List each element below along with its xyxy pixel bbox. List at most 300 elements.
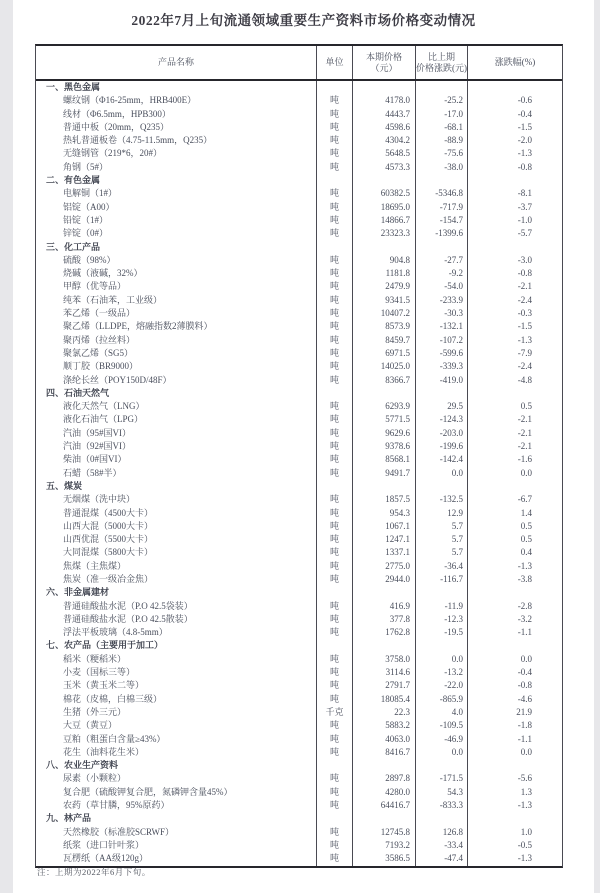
pct-cell xyxy=(468,241,562,254)
item-row xyxy=(36,108,562,121)
price-cell: 1067.1 xyxy=(353,520,416,533)
product-name-cell: 山西优混（5500大卡） xyxy=(36,533,317,546)
item-row xyxy=(36,201,562,214)
item-row xyxy=(36,706,562,719)
unit-cell: 吨 xyxy=(317,626,353,639)
pct-cell: -1.5 xyxy=(517,321,532,332)
item-row xyxy=(36,307,562,320)
change-cell: 29.5 xyxy=(416,400,468,413)
item-row xyxy=(36,187,562,200)
product-name-cell: 铝锭（A00） xyxy=(36,201,317,214)
item-row xyxy=(36,374,562,387)
change-cell: -833.3 xyxy=(416,799,468,812)
page-title: 2022年7月上旬流通领域重要生产资料市场价格变动情况 xyxy=(131,13,476,28)
product-name-cell: 烧碱（液碱，32%） xyxy=(36,267,317,280)
item-row xyxy=(36,121,562,134)
unit-cell: 吨 xyxy=(317,653,353,666)
product-name-cell: 浮法平板玻璃（4.8-5mm） xyxy=(36,626,317,639)
pct-cell: 0.0 xyxy=(520,467,532,478)
unit-cell: 吨 xyxy=(317,573,353,586)
header-change-percent: 涨跌幅(%) xyxy=(494,57,536,67)
unit-cell: 吨 xyxy=(317,799,353,812)
item-row xyxy=(36,214,562,227)
product-name-cell: 涤纶长丝（POY150D/48F） xyxy=(36,374,317,387)
change-cell: -233.9 xyxy=(416,294,468,307)
table-body xyxy=(36,81,562,866)
price-cell: 18085.4 xyxy=(353,693,416,706)
change-cell: -30.3 xyxy=(416,307,468,320)
unit-cell: 吨 xyxy=(317,533,353,546)
item-row xyxy=(36,227,562,240)
price-cell: 1337.1 xyxy=(353,546,416,559)
item-row xyxy=(36,546,562,559)
price-cell: 4443.7 xyxy=(353,108,416,121)
pct-cell: -2.4 xyxy=(517,361,532,372)
pct-cell xyxy=(468,812,562,825)
price-cell: 954.3 xyxy=(353,507,416,520)
price-cell: 2944.0 xyxy=(353,573,416,586)
change-cell: 12.9 xyxy=(416,507,468,520)
product-name-cell: 普通硅酸盐水泥（P.O 42.5散装） xyxy=(36,613,317,626)
price-cell xyxy=(353,174,416,187)
footnote: 注：上期为2022年6月下旬。 xyxy=(37,867,151,877)
section-name-cell: 二、有色金属 xyxy=(36,174,317,187)
unit-cell: 吨 xyxy=(317,360,353,373)
price-cell: 4598.6 xyxy=(353,121,416,134)
product-name-cell: 汽油（92#国VI） xyxy=(36,440,317,453)
price-cell: 12745.8 xyxy=(353,826,416,839)
change-cell xyxy=(416,81,468,94)
pct-cell: -1.3 xyxy=(517,334,532,345)
product-name-cell: 大同混煤（5800大卡） xyxy=(36,546,317,559)
item-row xyxy=(36,347,562,360)
pct-cell: -4.8 xyxy=(517,374,532,385)
header-current-price: 本期价格 （元） xyxy=(353,46,416,79)
price-cell xyxy=(353,387,416,400)
unit-cell: 吨 xyxy=(317,227,353,240)
pct-cell: -3.7 xyxy=(517,201,532,212)
product-name-cell: 锌锭（0#） xyxy=(36,227,317,240)
price-cell xyxy=(353,81,416,94)
item-row xyxy=(36,440,562,453)
pct-cell: -3.2 xyxy=(517,613,532,624)
unit-cell: 吨 xyxy=(317,467,353,480)
pct-cell: -2.8 xyxy=(517,600,532,611)
pct-cell xyxy=(468,586,562,599)
product-name-cell: 纯苯（石油苯，工业级） xyxy=(36,294,317,307)
unit-cell: 吨 xyxy=(317,772,353,785)
price-cell: 8459.7 xyxy=(353,334,416,347)
change-cell xyxy=(416,586,468,599)
price-cell: 904.8 xyxy=(353,254,416,267)
item-row xyxy=(36,254,562,267)
change-cell: -33.4 xyxy=(416,839,468,852)
product-name-cell: 普通硅酸盐水泥（P.O 42.5袋装） xyxy=(36,600,317,613)
pct-cell: 0.0 xyxy=(520,653,532,664)
product-name-cell: 铅锭（1#） xyxy=(36,214,317,227)
change-cell: -132.5 xyxy=(416,493,468,506)
item-row xyxy=(36,613,562,626)
change-cell: -12.3 xyxy=(416,613,468,626)
unit-cell: 吨 xyxy=(317,507,353,520)
unit-cell: 吨 xyxy=(317,600,353,613)
section-row xyxy=(36,639,562,652)
product-name-cell: 天然橡胶（标准胶SCRWF） xyxy=(36,826,317,839)
change-cell: -36.4 xyxy=(416,560,468,573)
change-cell: 0.0 xyxy=(416,653,468,666)
unit-cell xyxy=(317,639,353,652)
price-cell: 4573.3 xyxy=(353,161,416,174)
price-cell: 4063.0 xyxy=(353,733,416,746)
pct-cell: -5.6 xyxy=(517,773,532,784)
price-cell: 2479.9 xyxy=(353,280,416,293)
table-header-row xyxy=(36,46,562,81)
change-cell: -132.1 xyxy=(416,320,468,333)
pct-cell xyxy=(468,639,562,652)
unit-cell: 吨 xyxy=(317,121,353,134)
change-cell: -116.7 xyxy=(416,573,468,586)
price-cell: 2897.8 xyxy=(353,772,416,785)
item-row xyxy=(36,493,562,506)
price-cell: 8416.7 xyxy=(353,746,416,759)
unit-cell: 吨 xyxy=(317,733,353,746)
unit-cell: 吨 xyxy=(317,374,353,387)
change-cell: 126.8 xyxy=(416,826,468,839)
pct-cell: -0.3 xyxy=(517,308,532,319)
price-cell: 3586.5 xyxy=(353,852,416,865)
price-cell: 4280.0 xyxy=(353,786,416,799)
change-cell: -9.2 xyxy=(416,267,468,280)
item-row xyxy=(36,666,562,679)
item-row xyxy=(36,134,562,147)
pct-cell: -8.1 xyxy=(517,188,532,199)
unit-cell: 吨 xyxy=(317,294,353,307)
change-cell: -142.4 xyxy=(416,453,468,466)
price-cell: 64416.7 xyxy=(353,799,416,812)
unit-cell: 吨 xyxy=(317,320,353,333)
change-cell xyxy=(416,812,468,825)
change-cell: -865.9 xyxy=(416,693,468,706)
product-name-cell: 稻米（粳稻米） xyxy=(36,653,317,666)
unit-cell: 吨 xyxy=(317,267,353,280)
section-name-cell: 九、林产品 xyxy=(36,812,317,825)
change-cell: -25.2 xyxy=(416,94,468,107)
product-name-cell: 苯乙烯（一级品） xyxy=(36,307,317,320)
section-name-cell: 八、农业生产资料 xyxy=(36,759,317,772)
change-cell: -54.0 xyxy=(416,280,468,293)
pct-cell: -2.1 xyxy=(517,281,532,292)
price-cell: 14025.0 xyxy=(353,360,416,373)
price-cell: 5771.5 xyxy=(353,413,416,426)
pct-cell: -2.1 xyxy=(517,414,532,425)
unit-cell: 吨 xyxy=(317,852,353,865)
change-cell: -46.9 xyxy=(416,733,468,746)
price-cell: 9341.5 xyxy=(353,294,416,307)
page-right-margin xyxy=(594,0,600,893)
change-cell xyxy=(416,241,468,254)
change-cell: -17.0 xyxy=(416,108,468,121)
pct-cell: 0.5 xyxy=(520,534,532,545)
pct-cell xyxy=(468,81,562,94)
product-name-cell: 顺丁胶（BR9000） xyxy=(36,360,317,373)
change-cell: -339.3 xyxy=(416,360,468,373)
price-cell: 10407.2 xyxy=(353,307,416,320)
unit-cell: 吨 xyxy=(317,201,353,214)
product-name-cell: 复合肥（硫酸钾复合肥，氮磷钾含量45%） xyxy=(36,786,317,799)
price-cell: 9491.7 xyxy=(353,467,416,480)
pct-cell: -1.1 xyxy=(517,733,532,744)
item-row xyxy=(36,573,562,586)
item-row xyxy=(36,467,562,480)
change-cell xyxy=(416,174,468,187)
pct-cell: -1.6 xyxy=(517,454,532,465)
product-name-cell: 小麦（国标三等） xyxy=(36,666,317,679)
unit-cell: 吨 xyxy=(317,280,353,293)
product-name-cell: 无烟煤（洗中块） xyxy=(36,493,317,506)
price-cell: 1762.8 xyxy=(353,626,416,639)
product-name-cell: 花生（油料花生米） xyxy=(36,746,317,759)
section-row xyxy=(36,759,562,772)
unit-cell: 吨 xyxy=(317,440,353,453)
item-row xyxy=(36,693,562,706)
change-cell: 0.0 xyxy=(416,467,468,480)
product-name-cell: 聚氯乙烯（SG5） xyxy=(36,347,317,360)
change-cell: -22.0 xyxy=(416,679,468,692)
price-cell: 18695.0 xyxy=(353,201,416,214)
pct-cell: -4.6 xyxy=(517,693,532,704)
unit-cell: 吨 xyxy=(317,453,353,466)
change-cell xyxy=(416,387,468,400)
unit-cell: 吨 xyxy=(317,134,353,147)
pct-cell: 0.4 xyxy=(520,547,532,558)
change-cell: -5346.8 xyxy=(416,187,468,200)
section-row xyxy=(36,241,562,254)
unit-cell: 吨 xyxy=(317,254,353,267)
price-cell: 377.8 xyxy=(353,613,416,626)
product-name-cell: 生猪（外三元） xyxy=(36,706,317,719)
unit-cell: 吨 xyxy=(317,826,353,839)
item-row xyxy=(36,147,562,160)
section-name-cell: 五、煤炭 xyxy=(36,480,317,493)
pct-cell: 21.9 xyxy=(516,706,532,717)
unit-cell: 吨 xyxy=(317,413,353,426)
change-cell: -717.9 xyxy=(416,201,468,214)
price-cell: 416.9 xyxy=(353,600,416,613)
product-name-cell: 玉米（黄玉米二等） xyxy=(36,679,317,692)
unit-cell: 吨 xyxy=(317,839,353,852)
change-cell: 4.0 xyxy=(416,706,468,719)
product-name-cell: 液化天然气（LNG） xyxy=(36,400,317,413)
product-name-cell: 甲醇（优等品） xyxy=(36,280,317,293)
pct-cell xyxy=(468,759,562,772)
unit-cell: 吨 xyxy=(317,746,353,759)
change-cell: -171.5 xyxy=(416,772,468,785)
unit-cell xyxy=(317,174,353,187)
change-cell: -27.7 xyxy=(416,254,468,267)
product-name-cell: 热轧普通板卷（4.75-11.5mm，Q235） xyxy=(36,134,317,147)
product-name-cell: 纸浆（进口针叶浆） xyxy=(36,839,317,852)
product-name-cell: 线材（Φ6.5mm，HPB300） xyxy=(36,108,317,121)
price-cell: 3758.0 xyxy=(353,653,416,666)
product-name-cell: 山西大混（5000大卡） xyxy=(36,520,317,533)
price-cell xyxy=(353,812,416,825)
change-cell xyxy=(416,639,468,652)
unit-cell: 吨 xyxy=(317,546,353,559)
pct-cell: -1.3 xyxy=(517,853,532,864)
unit-cell: 吨 xyxy=(317,679,353,692)
section-name-cell: 一、黑色金属 xyxy=(36,81,317,94)
pct-cell: 0.5 xyxy=(520,520,532,531)
unit-cell: 千克 xyxy=(317,706,353,719)
price-cell: 4304.2 xyxy=(353,134,416,147)
price-cell: 14866.7 xyxy=(353,214,416,227)
page-left-margin xyxy=(0,0,13,893)
price-cell: 9378.6 xyxy=(353,440,416,453)
change-cell: -38.0 xyxy=(416,161,468,174)
item-row xyxy=(36,320,562,333)
price-cell: 6971.5 xyxy=(353,347,416,360)
pct-cell: -2.1 xyxy=(517,441,532,452)
change-cell: -47.4 xyxy=(416,852,468,865)
product-name-cell: 普通混煤（4500大卡） xyxy=(36,507,317,520)
product-name-cell: 电解铜（1#） xyxy=(36,187,317,200)
unit-cell: 吨 xyxy=(317,693,353,706)
unit-cell: 吨 xyxy=(317,147,353,160)
item-row xyxy=(36,413,562,426)
item-row xyxy=(36,533,562,546)
price-cell: 7193.2 xyxy=(353,839,416,852)
pct-cell: -5.7 xyxy=(517,228,532,239)
unit-cell: 吨 xyxy=(317,666,353,679)
price-cell: 6293.9 xyxy=(353,400,416,413)
section-name-cell: 四、石油天然气 xyxy=(36,387,317,400)
price-cell xyxy=(353,241,416,254)
change-cell: 5.7 xyxy=(416,520,468,533)
pct-cell: -3.0 xyxy=(517,254,532,265)
product-name-cell: 瓦楞纸（AA级120g） xyxy=(36,852,317,865)
item-row xyxy=(36,600,562,613)
price-cell: 22.3 xyxy=(353,706,416,719)
product-name-cell: 焦煤（主焦煤） xyxy=(36,560,317,573)
item-row xyxy=(36,94,562,107)
product-name-cell: 聚丙烯（拉丝料） xyxy=(36,334,317,347)
unit-cell: 吨 xyxy=(317,94,353,107)
pct-cell: -2.1 xyxy=(517,427,532,438)
price-cell: 4178.0 xyxy=(353,94,416,107)
item-row xyxy=(36,267,562,280)
change-cell: -109.5 xyxy=(416,719,468,732)
item-row xyxy=(36,719,562,732)
item-row xyxy=(36,839,562,852)
price-cell: 23323.3 xyxy=(353,227,416,240)
price-cell: 8366.7 xyxy=(353,374,416,387)
price-cell: 8568.1 xyxy=(353,453,416,466)
header-unit: 单位 xyxy=(317,46,353,79)
pct-cell: -2.4 xyxy=(517,294,532,305)
unit-cell: 吨 xyxy=(317,161,353,174)
unit-cell: 吨 xyxy=(317,493,353,506)
product-name-cell: 无缝钢管（219*6，20#） xyxy=(36,147,317,160)
change-cell: -199.6 xyxy=(416,440,468,453)
section-name-cell: 三、化工产品 xyxy=(36,241,317,254)
change-cell: -75.6 xyxy=(416,147,468,160)
item-row xyxy=(36,453,562,466)
section-row xyxy=(36,812,562,825)
price-cell xyxy=(353,480,416,493)
change-cell: -203.0 xyxy=(416,427,468,440)
change-cell: 54.3 xyxy=(416,786,468,799)
pct-cell: -2.0 xyxy=(517,135,532,146)
pct-cell: -0.5 xyxy=(517,839,532,850)
change-cell: -19.5 xyxy=(416,626,468,639)
pct-cell: -0.8 xyxy=(517,268,532,279)
price-cell: 2775.0 xyxy=(353,560,416,573)
unit-cell: 吨 xyxy=(317,214,353,227)
pct-cell: -0.8 xyxy=(517,161,532,172)
item-row xyxy=(36,679,562,692)
unit-cell: 吨 xyxy=(317,400,353,413)
item-row xyxy=(36,334,562,347)
change-cell: -419.0 xyxy=(416,374,468,387)
change-cell: -107.2 xyxy=(416,334,468,347)
item-row xyxy=(36,733,562,746)
unit-cell: 吨 xyxy=(317,786,353,799)
item-row xyxy=(36,294,562,307)
item-row xyxy=(36,826,562,839)
price-cell: 9629.6 xyxy=(353,427,416,440)
product-name-cell: 普通中板（20mm，Q235） xyxy=(36,121,317,134)
price-cell: 1247.1 xyxy=(353,533,416,546)
product-name-cell: 螺纹钢（Φ16-25mm，HRB400E） xyxy=(36,94,317,107)
pct-cell: 1.3 xyxy=(520,786,532,797)
price-cell: 1857.5 xyxy=(353,493,416,506)
item-row xyxy=(36,507,562,520)
unit-cell: 吨 xyxy=(317,334,353,347)
product-name-cell: 棉花（皮棉，白棉三级） xyxy=(36,693,317,706)
item-row xyxy=(36,653,562,666)
section-row xyxy=(36,174,562,187)
unit-cell xyxy=(317,586,353,599)
pct-cell: -7.9 xyxy=(517,347,532,358)
item-row xyxy=(36,772,562,785)
section-name-cell: 六、非金属建材 xyxy=(36,586,317,599)
pct-cell xyxy=(468,174,562,187)
unit-cell: 吨 xyxy=(317,347,353,360)
article-page xyxy=(13,0,594,893)
unit-cell: 吨 xyxy=(317,520,353,533)
section-row xyxy=(36,586,562,599)
product-name-cell: 石蜡（58#半） xyxy=(36,467,317,480)
section-row xyxy=(36,81,562,94)
change-cell: 5.7 xyxy=(416,533,468,546)
unit-cell: 吨 xyxy=(317,307,353,320)
pct-cell: -1.3 xyxy=(517,560,532,571)
unit-cell xyxy=(317,241,353,254)
item-row xyxy=(36,746,562,759)
item-row xyxy=(36,427,562,440)
change-cell: -13.2 xyxy=(416,666,468,679)
product-name-cell: 豆粕（粗蛋白含量≥43%） xyxy=(36,733,317,746)
unit-cell xyxy=(317,480,353,493)
price-cell: 3114.6 xyxy=(353,666,416,679)
item-row xyxy=(36,786,562,799)
product-name-cell: 聚乙烯（LLDPE，熔融指数2薄膜料） xyxy=(36,320,317,333)
pct-cell: 1.0 xyxy=(520,826,532,837)
item-row xyxy=(36,520,562,533)
pct-cell: -0.4 xyxy=(517,108,532,119)
unit-cell xyxy=(317,759,353,772)
pct-cell: 1.4 xyxy=(520,507,532,518)
